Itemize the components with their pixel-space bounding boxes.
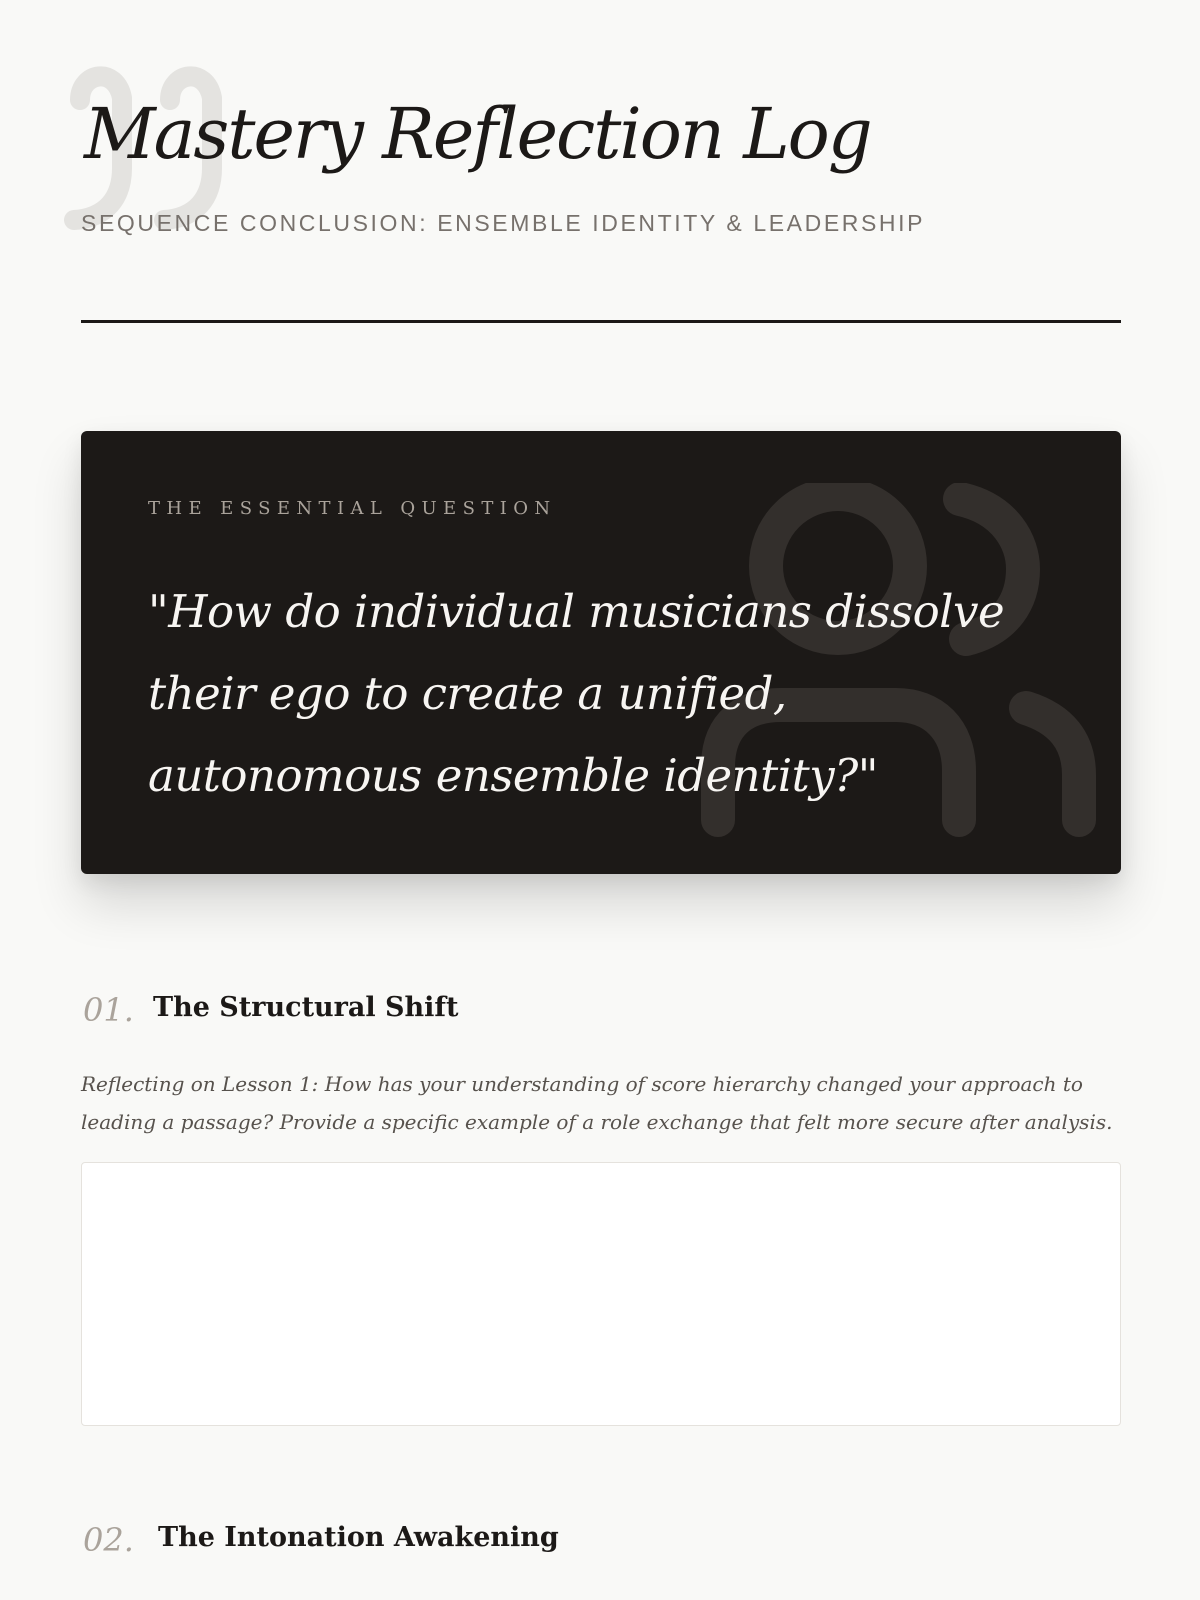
section-number: 02.: [83, 1521, 134, 1559]
reflection-section-1: [81, 990, 1121, 1430]
section-title: The Intonation Awakening: [158, 1522, 559, 1553]
reflection-section-2: [81, 1520, 1121, 1600]
reflection-answer-field[interactable]: [81, 1162, 1121, 1426]
section-prompt: Reflecting on Lesson 1: How has your understanding of score hierarchy changed your approach to leading a passage? Provide a specific example of a role exchange that felt more secure after analysis.: [81, 1072, 1113, 1134]
section-number: 01.: [83, 991, 134, 1029]
essential-question-card: [81, 431, 1121, 874]
section-title: The Structural Shift: [153, 992, 459, 1023]
essential-question-label: THE ESSENTIAL QUESTION: [148, 498, 557, 519]
essential-question-text: "How do individual musicians dissolve their ego to create a unified, autonomous ensemble identity?": [148, 585, 1005, 802]
header-divider: [81, 320, 1121, 323]
page-title: Mastery Reflection Log: [84, 93, 871, 175]
page-subtitle: SEQUENCE CONCLUSION: ENSEMBLE IDENTITY & LEADERSHIP: [81, 210, 926, 236]
